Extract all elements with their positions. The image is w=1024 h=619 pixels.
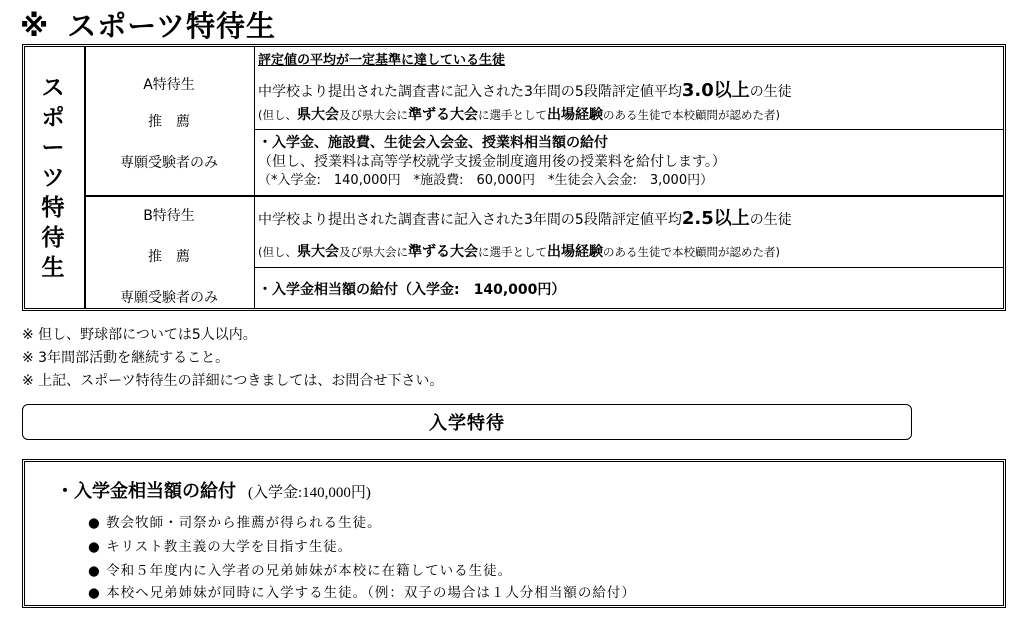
table-divider-v2 — [254, 46, 255, 309]
admission-scholarship-banner: 入学特待 — [22, 404, 912, 440]
a-req-text: 中学校より提出された調査書に記入された3年間の5段階評定値平均 — [258, 84, 682, 100]
a-note — [258, 106, 998, 124]
b-note-part: 及び県大会に — [339, 245, 408, 259]
a-heading: 評定値の平均が一定基準に達している生徒 — [258, 53, 506, 68]
list-item: ● 教会牧師・司祭から推薦が得られる生徒。 — [88, 515, 382, 531]
admission-benefit-text: ・入学金相当額の給付 — [56, 481, 236, 502]
b-note-bold: 準ずる大会 — [408, 244, 478, 260]
admission-benefit — [56, 477, 371, 503]
b-req-suffix: の生徒 — [749, 212, 792, 228]
vertical-char: 特 — [41, 194, 65, 221]
a-note-part: に選手として — [478, 108, 547, 122]
page-title-text: スポーツ特待生 — [67, 9, 277, 43]
a-note-part: のある生徒で本校顧問が認めた者) — [603, 108, 780, 122]
a-req-suffix: の生徒 — [749, 84, 792, 100]
list-item: ● 本校へ兄弟姉妹が同時に入学する生徒。（例：双子の場合は１人分相当額の給付） — [88, 585, 636, 601]
vertical-char: ー — [41, 134, 65, 161]
a-benefit-note: （但し、授業料は高等学校就学支援金制度適用後の授業料を給付します。） — [258, 154, 726, 170]
vertical-char: ツ — [41, 164, 65, 191]
vertical-char: ポ — [41, 104, 65, 131]
a-note-bold: 県大会 — [297, 107, 339, 123]
note-continue-club: ※ 3年間部活動を継続すること。 — [22, 350, 230, 366]
b-note-part: に選手として — [478, 245, 547, 259]
b-note-part: (但し、 — [258, 245, 297, 259]
reference-mark: ※ — [20, 9, 50, 43]
a-note-bold: 準ずる大会 — [408, 107, 478, 123]
a-note-bold: 出場経験 — [547, 107, 603, 123]
a-note-part: (但し、 — [258, 108, 297, 122]
a-name: A特待生 — [143, 77, 195, 93]
page-title — [20, 4, 276, 45]
a-requirement — [258, 82, 998, 101]
note-inquiry: ※ 上記、スポーツ特待生の詳細につきましては、お問合せ下さい。 — [22, 373, 444, 389]
b-requirement — [258, 210, 998, 229]
b-req-text: 中学校より提出された調査書に記入された3年間の5段階評定値平均 — [258, 212, 682, 228]
vertical-char: 生 — [41, 254, 65, 281]
vertical-label-sports-scholarship — [22, 44, 84, 311]
a-note-part: 及び県大会に — [339, 108, 408, 122]
a-benefit: ・入学金、施設費、生徒会入会金、授業料相当額の給付 — [258, 135, 608, 151]
b-condition: 専願受験者のみ — [120, 290, 218, 306]
a-type: 推 薦 — [148, 114, 190, 130]
a-condition: 専願受験者のみ — [120, 155, 218, 171]
b-name: B特待生 — [143, 208, 195, 224]
list-item: ● キリスト教主義の大学を目指す生徒。 — [88, 539, 353, 555]
b-req-value: 2.5以上 — [681, 208, 750, 229]
b-type: 推 薦 — [148, 249, 190, 265]
list-item: ● 令和５年度内に入学者の兄弟姉妹が本校に在籍している生徒。 — [88, 563, 513, 579]
table-divider-ab — [84, 195, 1004, 197]
table-divider-b-inner — [255, 267, 1004, 268]
b-note-part: のある生徒で本校顧問が認めた者) — [603, 245, 780, 259]
b-note-bold: 県大会 — [297, 244, 339, 260]
b-note-bold: 出場経験 — [547, 244, 603, 260]
a-req-value: 3.0以上 — [681, 80, 750, 101]
admission-benefit-note: (入学金:140,000円) — [248, 485, 371, 501]
note-baseball: ※ 但し、野球部については5人以内。 — [22, 327, 257, 343]
vertical-char: 待 — [41, 224, 65, 251]
vertical-char: ス — [41, 74, 65, 101]
table-divider-a-inner — [255, 129, 1004, 130]
b-benefit: ・入学金相当額の給付（入学金: 140,000円） — [258, 282, 566, 298]
a-fees: （*入学金: 140,000円 *施設費: 60,000円 *生徒会入会金: 3,000円） — [258, 173, 714, 188]
b-note — [258, 243, 998, 261]
